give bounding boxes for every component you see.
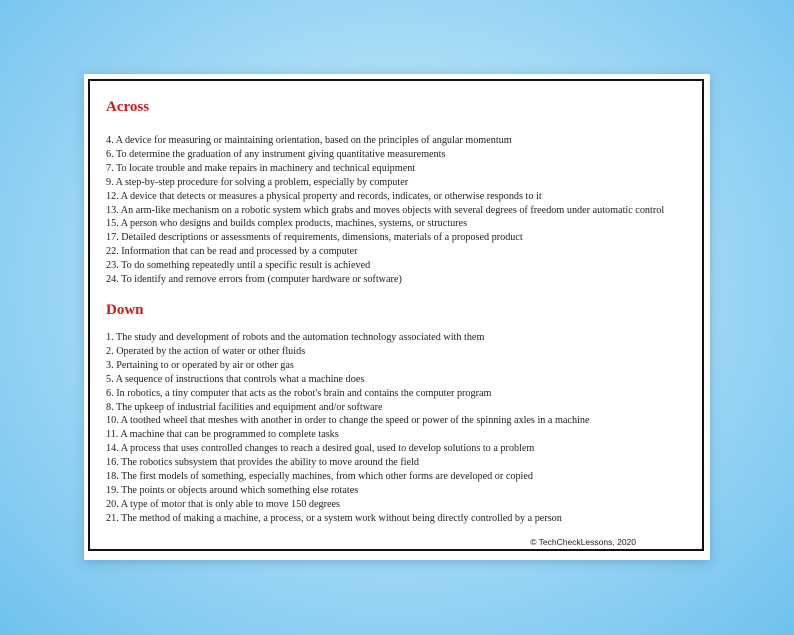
clue-item: 19. The points or objects around which something else rotates — [106, 484, 359, 496]
clue-item: 18. The first models of something, especially machines, from which other forms are developed or copied — [106, 471, 533, 483]
clue-item: 3. Pertaining to or operated by air or other gas — [106, 359, 294, 371]
clue-item: 4. A device for measuring or maintaining orientation, based on the principles of angular momentum — [106, 135, 512, 146]
clue-item: 13. An arm-like mechanism on a robotic system which grabs and moves objects with several degrees of freedom under automatic control — [106, 204, 665, 216]
copyright-notice: © TechCheckLessons, 2020 — [530, 537, 636, 547]
clue-item: 22. Information that can be read and processed by a computer — [106, 246, 358, 258]
clue-item: 24. To identify and remove errors from (computer hardware or software) — [106, 274, 402, 286]
clue-item: 20. A type of motor that is only able to move 150 degrees — [106, 498, 340, 510]
across-clue-list — [106, 134, 696, 287]
clue-item: 17. Detailed descriptions or assessments of requirements, dimensions, materials of a proposed product — [106, 232, 523, 244]
clue-item: 16. The robotics subsystem that provides the ability to move around the field — [106, 457, 420, 469]
clue-item: 6. To determine the graduation of any instrument giving quantitative measurements — [106, 148, 446, 160]
clue-card — [88, 79, 704, 551]
clue-item: 8. The upkeep of industrial facilities and equipment and/or software — [106, 401, 383, 413]
clue-item: 9. A step-by-step procedure for solving a problem, especially by computer — [106, 176, 409, 188]
clue-item: 7. To locate trouble and make repairs in machinery and technical equipment — [106, 162, 416, 174]
clue-item: 10. A toothed wheel that meshes with another in order to change the speed or power of the spinning axles in a machine — [106, 415, 590, 427]
clue-item: 5. A sequence of instructions that controls what a machine does — [106, 373, 365, 385]
clue-item: 6. In robotics, a tiny computer that acts as the robot's brain and contains the computer program — [106, 387, 492, 399]
clue-item: 15. A person who designs and builds complex products, machines, systems, or structures — [106, 218, 468, 230]
clue-item: 1. The study and development of robots and the automation technology associated with them — [106, 332, 485, 343]
clue-item: 21. The method of making a machine, a process, or a system work without being directly controlled by a person — [106, 512, 562, 524]
clue-item: 2. Operated by the action of water or other fluids — [106, 345, 306, 357]
clue-item: 11. A machine that can be programmed to complete tasks — [106, 429, 339, 441]
across-heading: Across — [106, 99, 150, 115]
down-clue-list — [106, 331, 696, 526]
clue-item: 14. A process that uses controlled changes to reach a desired goal, used to develop solutions to a problem — [106, 443, 535, 455]
down-heading: Down — [106, 302, 144, 318]
clue-item: 12. A device that detects or measures a physical property and records, indicates, or otherwise responds to it — [106, 190, 542, 202]
clue-item: 23. To do something repeatedly until a specific result is achieved — [106, 260, 371, 272]
